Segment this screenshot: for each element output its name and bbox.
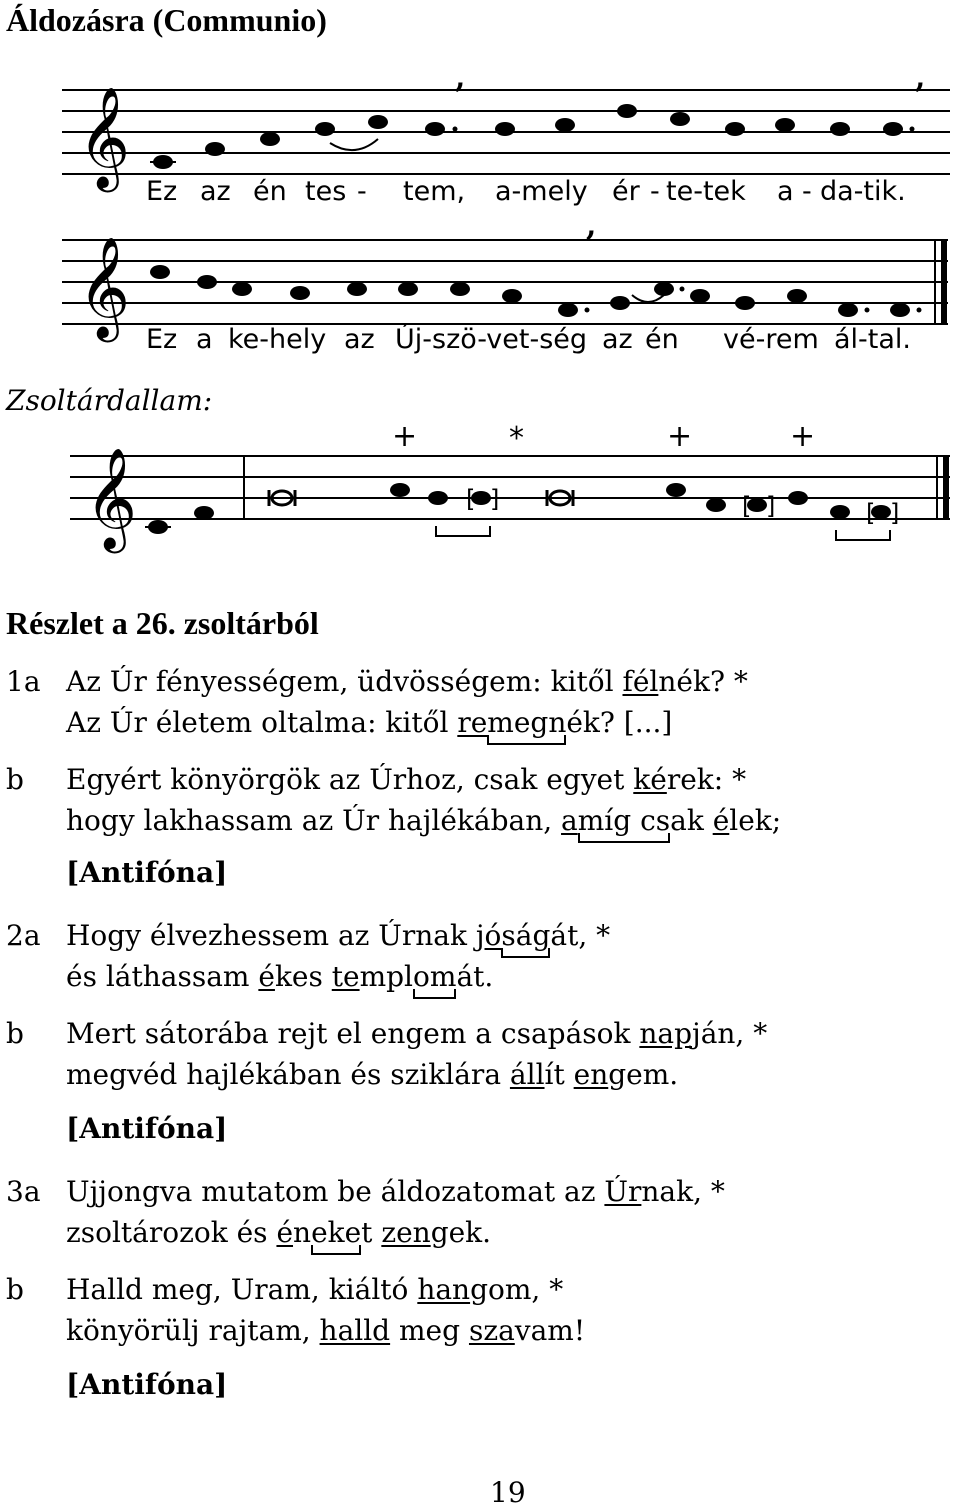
psalm-marks	[392, 420, 815, 456]
music-staff-1	[0, 55, 960, 220]
svg-text:[: [	[466, 485, 476, 513]
svg-text:Új-szö-vet-ség: Új-szö-vet-ség	[395, 324, 588, 355]
staff-2-lyrics	[146, 323, 911, 355]
svg-text:]: ]	[890, 499, 900, 527]
svg-text:+: +	[392, 420, 418, 454]
svg-text:az: az	[602, 324, 633, 355]
svg-text:*: *	[509, 421, 524, 456]
section-title: Részlet a 26. zsoltárból	[6, 605, 319, 641]
svg-text:,: ,	[586, 208, 597, 243]
antifona-label: [Antifóna]	[66, 1112, 228, 1145]
svg-text:ke-hely: ke-hely	[228, 324, 327, 355]
verse-number: b	[6, 763, 24, 796]
svg-text:te-tek: te-tek	[666, 176, 746, 207]
svg-text:+: +	[790, 420, 816, 454]
svg-text:az: az	[344, 324, 375, 355]
svg-text:,: ,	[455, 60, 466, 95]
svg-text:tem,: tem,	[403, 176, 466, 207]
antifona-label: [Antifóna]	[66, 1368, 228, 1401]
verse-number: b	[6, 1017, 24, 1050]
treble-clef-icon: 𝄞	[85, 446, 138, 549]
verse-number: 1a	[6, 665, 41, 698]
svg-text:]: ]	[766, 492, 776, 520]
svg-text:-: -	[650, 176, 660, 207]
page-number: 19	[490, 1476, 526, 1509]
verse-number: b	[6, 1273, 24, 1306]
svg-text:Ez: Ez	[146, 176, 178, 207]
svg-text:,: ,	[915, 60, 926, 95]
svg-text:[: [	[866, 499, 876, 527]
svg-text:Ez: Ez	[146, 324, 178, 355]
psalm-tone-staff	[0, 420, 960, 560]
svg-text:tes: tes	[305, 176, 347, 207]
verse-number: 3a	[6, 1175, 41, 1208]
svg-text:[: [	[742, 492, 752, 520]
verse-number: 2a	[6, 919, 41, 952]
treble-clef-icon: 𝄞	[78, 85, 131, 188]
svg-text:én: én	[645, 324, 679, 355]
psalm-tone-label: Zsoltárdallam:	[6, 384, 213, 417]
svg-text:]: ]	[490, 485, 500, 513]
svg-text:a: a	[777, 176, 794, 207]
svg-text:+: +	[667, 420, 693, 454]
svg-text:ér: ér	[612, 176, 640, 207]
staff-1-lyrics	[146, 176, 906, 207]
svg-text:vé-rem: vé-rem	[723, 324, 819, 355]
svg-text:én: én	[253, 176, 287, 207]
svg-text:-: -	[802, 176, 812, 207]
treble-clef-icon: 𝄞	[78, 235, 131, 338]
svg-text:da-tik.: da-tik.	[820, 176, 906, 207]
svg-text:a: a	[196, 324, 213, 355]
antifona-label: [Antifóna]	[66, 856, 228, 889]
svg-text:az: az	[200, 176, 231, 207]
music-staff-2	[0, 205, 960, 365]
svg-text:-: -	[357, 176, 367, 207]
svg-text:a-mely: a-mely	[495, 176, 588, 207]
svg-text:ál-tal.: ál-tal.	[834, 324, 912, 355]
page-title: Áldozásra (Communio)	[6, 2, 327, 38]
